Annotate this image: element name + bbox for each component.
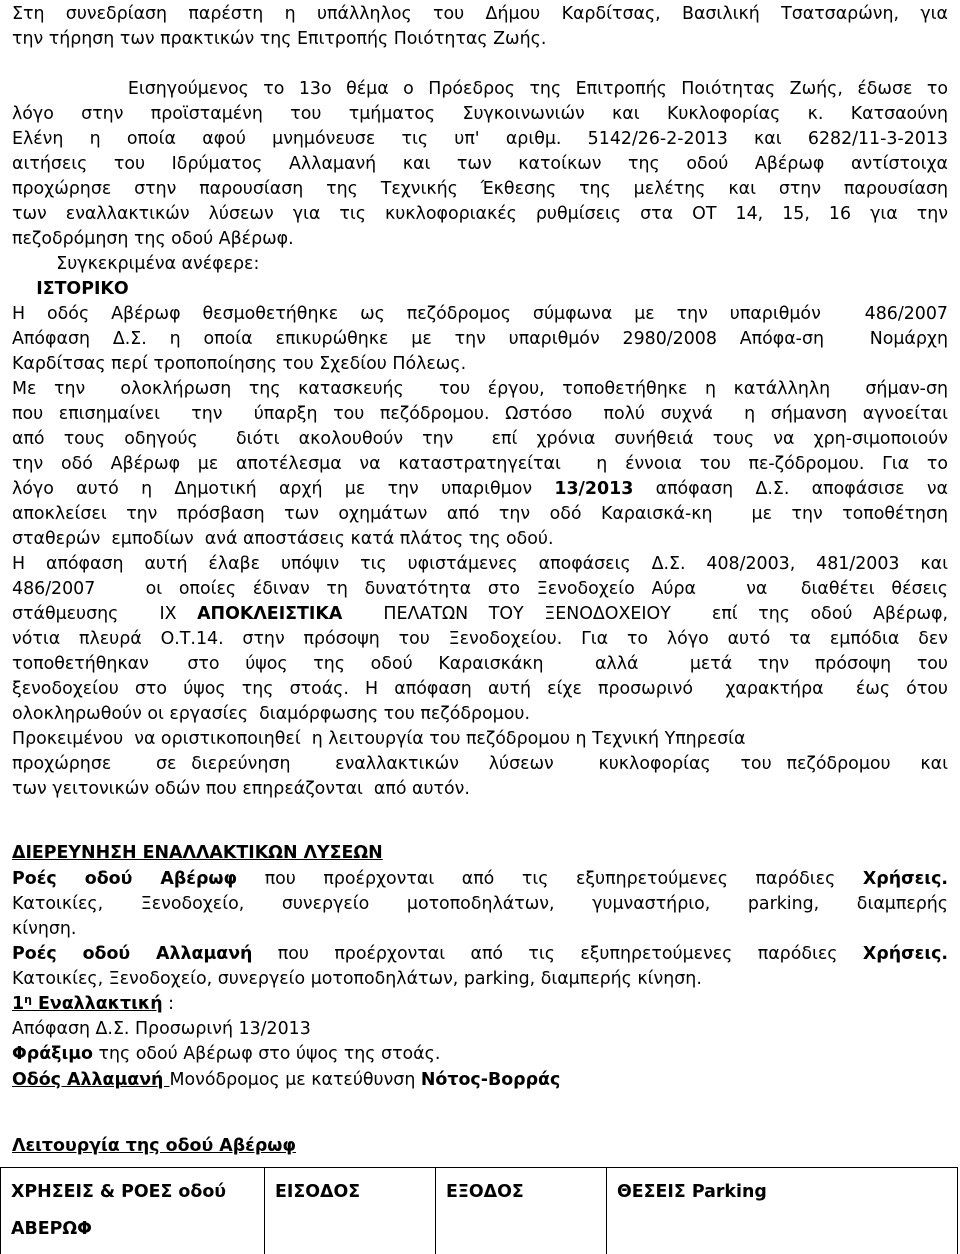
roes-allamani-uses-list: Κατοικίες, Ξενοδοχείο, συνεργείο μοτοποδηλάτων, parking, διαμπερής κίνηση.	[12, 967, 948, 991]
header-exit: ΕΞΟΔΟΣ	[436, 1168, 607, 1254]
body-line: ολοκληρωθούν οι εργασίες διαμόρφωσης του πεζόδρομου.	[12, 702, 948, 726]
header-entry: ΕΙΣΟΔΟΣ	[265, 1168, 436, 1254]
alternative-number: $1^\eta$ Εναλλακτική	[12, 994, 163, 1014]
averof-usage-table	[0, 1167, 958, 1254]
blocking-line	[12, 1042, 948, 1066]
alternative-colon: :	[163, 994, 174, 1014]
body-line: Απόφαση Δ.Σ. η οποία επικυρώθηκε με την υπαριθμόν 2980/2008 Απόφα-ση Νομάρχη	[12, 327, 948, 351]
body-line: λόγο στην προϊσταμένη του τμήματος Συγκοινωνιών και Κυκλοφορίας κ. Κατσαούνη	[12, 102, 948, 126]
blocking-text: της οδού Αβέρωφ στο ύψος της στοάς.	[93, 1044, 440, 1064]
roes-allamani-line	[12, 942, 948, 966]
body-line: Στη συνεδρίαση παρέστη η υπάλληλος του Δήμου Καρδίτσας, Βασιλική Τσατσαρώνη, για	[12, 2, 948, 26]
section-heading: ΔΙΕΡΕΥΝΗΣΗ ΕΝΑΛΛΑΚΤΙΚΩΝ ΛΥΣΕΩΝ	[12, 841, 948, 865]
table-title: Λειτουργία της οδού Αβέρωφ	[12, 1134, 948, 1158]
roes-allamani-uses: Χρήσεις.	[863, 944, 948, 964]
blocking-label: Φράξιμο	[12, 1044, 93, 1064]
body-line: από τους οδηγούς διότι ακολουθούν την επί χρόνια συνήθειά τους να χρη-σιμοποιούν	[12, 427, 948, 451]
body-line: σταθερών εμποδίων ανά αποστάσεις κατά πλάτος της οδού.	[12, 527, 948, 551]
body-line: προχώρησε στην παρουσίαση της Τεχνικής Έκθεσης της μελέτης και στην παρουσίαση	[12, 177, 948, 201]
roes-averof-uses-list-end: κίνηση.	[12, 917, 948, 941]
body-line: των εναλλακτικών λύσεων για τις κυκλοφοριακές ρυθμίσεις στα ΟΤ 14, 15, 16 για την	[12, 202, 948, 226]
roes-allamani-text: που προέρχονται από τις εξυπηρετούμενες παρόδιες	[252, 944, 862, 964]
roes-averof-label: Ροές οδού Αβέρωφ	[12, 869, 237, 889]
roes-averof-line	[12, 867, 948, 891]
body-line: λόγο αυτό η Δημοτική αρχή με την υπαριθμον 13/2013 απόφαση Δ.Σ. αποφάσισε να	[12, 477, 948, 501]
body-line: Ελένη η οποία αφού μνημόνευσε τις υπ' αριθμ. 5142/26-2-2013 και 6282/11-3-2013	[12, 127, 948, 151]
body-line: Η απόφαση αυτή έλαβε υπόψιν τις υφιστάμενες αποφάσεις Δ.Σ. 408/2003, 481/2003 και	[12, 552, 948, 576]
body-line: ΙΣΤΟΡΙΚΟ	[12, 277, 948, 301]
body-line: Προκειμένου να οριστικοποιηθεί η λειτουργία του πεζόδρομου η Τεχνική Υπηρεσία	[12, 727, 948, 751]
body-line: την τήρηση των πρακτικών της Επιτροπής Ποιότητας Ζωής.	[12, 27, 948, 51]
header-uses-flows: ΧΡΗΣΕΙΣ & ΡΟΕΣ οδού ΑΒΕΡΩΦ	[1, 1168, 265, 1254]
body-line: νότια πλευρά Ο.Τ.14. στην πρόσοψη του Ξενοδοχείου. Για το λόγο αυτό τα εμπόδια δεν	[12, 627, 948, 651]
body-line: που επισημαίνει την ύπαρξη του πεζόδρομου. Ωστόσο πολύ συχνά η σήμανση αγνοείται	[12, 402, 948, 426]
body-line: Συγκεκριμένα ανέφερε:	[12, 252, 948, 276]
street-line	[12, 1068, 948, 1092]
body-line: Η οδός Αβέρωφ θεσμοθετήθηκε ως πεζόδρομος σύμφωνα με την υπαριθμόν 486/2007	[12, 302, 948, 326]
body-line: στάθμευσης ΙΧ ΑΠΟΚΛΕΙΣΤΙΚΑ ΠΕΛΑΤΩΝ ΤΟΥ ΞΕΝΟΔΟΧΕΙΟΥ επί της οδού Αβέρωφ,	[12, 602, 948, 626]
body-line: 486/2007 οι οποίες έδιναν τη δυνατότητα στο Ξενοδοχείο Αύρα να διαθέτει θέσεις	[12, 577, 948, 601]
body-line: πεζοδρόμηση της οδού Αβέρωφ.	[12, 227, 948, 251]
body-line: αιτήσεις του Ιδρύματος Αλλαμανή και των κατοίκων της οδού Αβέρωφ αντίστοιχα	[12, 152, 948, 176]
roes-averof-text: που προέρχονται από τις εξυπηρετούμενες παρόδιες	[237, 869, 863, 889]
body-line: Εισηγούμενος το 13ο θέμα ο Πρόεδρος της Επιτροπής Ποιότητας Ζωής, έδωσε το	[12, 77, 948, 101]
roes-averof-uses: Χρήσεις.	[863, 869, 948, 889]
street-label: Οδός Αλλαμανή	[12, 1070, 169, 1090]
body-line: ξενοδοχείου στο ύψος της στοάς. Η απόφαση αυτή είχε προσωρινό χαρακτήρα έως ότου	[12, 677, 948, 701]
street-text: Μονόδρομος με κατεύθυνση	[169, 1070, 420, 1090]
direction: Νότος-Βορράς	[421, 1070, 560, 1090]
alternative-decision: Απόφαση Δ.Σ. Προσωρινή 13/2013	[12, 1017, 948, 1041]
header-parking: ΘΕΣΕΙΣ Parking	[607, 1168, 958, 1254]
body-line: Καρδίτσας περί τροποποίησης του Σχεδίου Πόλεως.	[12, 352, 948, 376]
table-header-row	[1, 1168, 958, 1254]
body-line: την οδό Αβέρωφ με αποτέλεσμα να καταστρατηγείται η έννοια του πε-ζόδρομου. Για το	[12, 452, 948, 476]
body-line: των γειτονικών οδών που επηρεάζονται από αυτόν.	[12, 777, 948, 801]
alternative-heading	[12, 992, 948, 1016]
roes-averof-uses-list: Κατοικίες, Ξενοδοχείο, συνεργείο μοτοποδηλάτων, γυμναστήριο, parking, διαμπερής	[12, 892, 948, 916]
body-line: προχώρησε σε διερεύνηση εναλλακτικών λύσεων κυκλοφορίας του πεζόδρομου και	[12, 752, 948, 776]
body-line: τοποθετήθηκαν στο ύψος της οδού Καραισκάκη αλλά μετά την πρόσοψη του	[12, 652, 948, 676]
body-line: Με την ολοκλήρωση της κατασκευής του έργου, τοποθετήθηκε η κατάλληλη σήμαν-ση	[12, 377, 948, 401]
roes-allamani-label: Ροές οδού Αλλαμανή	[12, 944, 252, 964]
body-line: αποκλείσει την πρόσβαση των οχημάτων από την οδό Καραισκά-κη με την τοποθέτηση	[12, 502, 948, 526]
